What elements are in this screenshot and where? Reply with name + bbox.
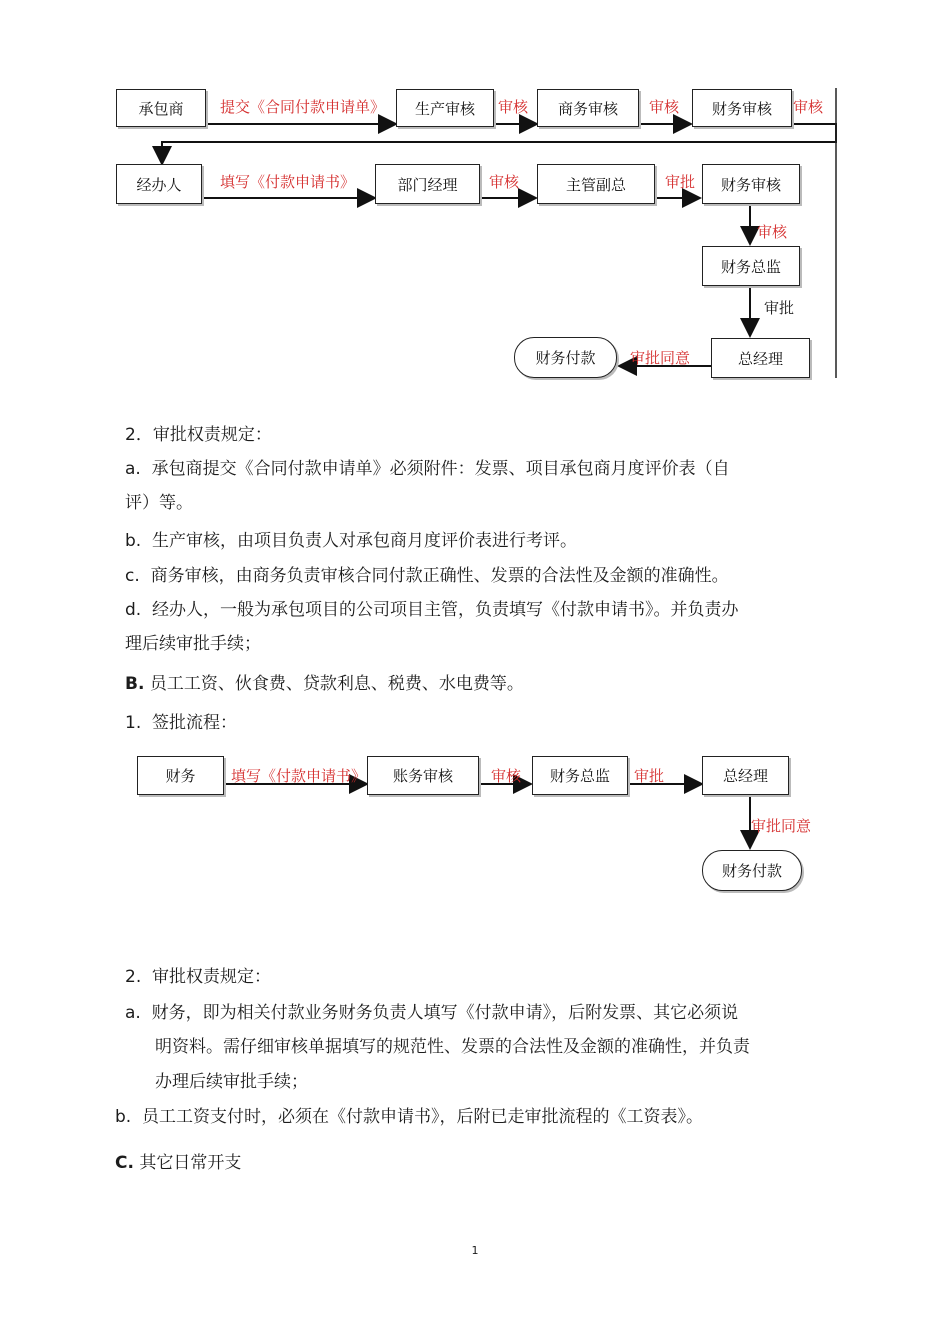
section-b2-heading: 2. 审批权责规定： [125, 967, 272, 987]
section-b2-item-a-cont1: 明资料。需仔细审核单据填写的规范性、发票的合法性及金额的准确性，并负责 [155, 1037, 750, 1057]
section-b2-item-a: a. 财务，即为相关付款业务财务负责人填写《付款申请》，后附发票、其它必须说 [125, 1003, 739, 1023]
section-b-title: B. 员工工资、伙食费、贷款利息、税费、水电费等。 [125, 674, 524, 694]
node2-finance-director: 财务总监 [532, 756, 628, 795]
node2-account-review: 账务审核 [367, 756, 479, 795]
label-review-c: 审核 [793, 98, 824, 116]
section-a-item-d-cont: 理后续审批手续； [125, 634, 261, 654]
section-a-item-b: b. 生产审核，由项目负责人对承包商月度评价表进行考评。 [125, 531, 578, 551]
section-b2-item-b: b. 员工工资支付时，必须在《付款申请书》，后附已走审批流程的《工资表》。 [115, 1107, 704, 1127]
section-a-item-d: d. 经办人，一般为承包项目的公司项目主管，负责填写《付款申请书》。并负责办 [125, 600, 739, 620]
page-number: 1 [471, 1244, 479, 1257]
label-review-a: 审核 [498, 98, 529, 116]
label-approve-a: 审批 [665, 173, 696, 191]
node-dept-manager: 部门经理 [375, 164, 480, 204]
node-finance-payment: 财务付款 [514, 337, 617, 378]
label-review-d: 审核 [489, 173, 520, 191]
label-fill: 填写《付款申请书》 [220, 173, 356, 191]
section-b2-item-a-cont2: 办理后续审批手续； [155, 1072, 308, 1092]
label2-approve: 审批 [634, 767, 665, 785]
section-a-item-a: a. 承包商提交《合同付款申请单》必须附件：发票、项目承包商月度评价表（自 [125, 459, 730, 479]
section-b-step: 1. 签批流程： [125, 713, 238, 733]
node-finance-director: 财务总监 [702, 246, 800, 286]
label-review-e: 审核 [757, 223, 788, 241]
node-business-review: 商务审核 [537, 89, 639, 127]
section-a-heading: 2．审批权责规定： [125, 425, 272, 445]
node-production-review: 生产审核 [396, 89, 494, 127]
node2-general-manager: 总经理 [702, 756, 789, 795]
label2-approve-agree: 审批同意 [751, 817, 812, 835]
label2-fill: 填写《付款申请书》 [231, 767, 367, 785]
section-c-title: C. 其它日常开支 [115, 1153, 242, 1173]
node-handler: 经办人 [116, 164, 202, 204]
label-approve-b: 审批 [764, 299, 795, 317]
node-general-manager: 总经理 [711, 338, 810, 378]
node2-finance-payment: 财务付款 [702, 850, 802, 891]
label-review-b: 审核 [649, 98, 680, 116]
node-vp: 主管副总 [537, 164, 655, 204]
section-a-item-c: c. 商务审核，由商务负责审核合同付款正确性、发票的合法性及金额的准确性。 [125, 566, 729, 586]
node2-finance: 财务 [137, 756, 224, 795]
payment-flow-diagram-salary [0, 740, 950, 910]
node-contractor: 承包商 [116, 89, 206, 127]
section-a-item-a-cont: 评）等。 [125, 493, 193, 513]
node-finance-review-1: 财务审核 [692, 89, 792, 127]
payment-flow-diagram-contract [0, 0, 950, 420]
node-finance-review-2: 财务审核 [702, 164, 800, 204]
label-approve-agree: 审批同意 [630, 349, 691, 367]
label-submit: 提交《合同付款申请单》 [220, 98, 386, 116]
label2-review: 审核 [491, 767, 522, 785]
